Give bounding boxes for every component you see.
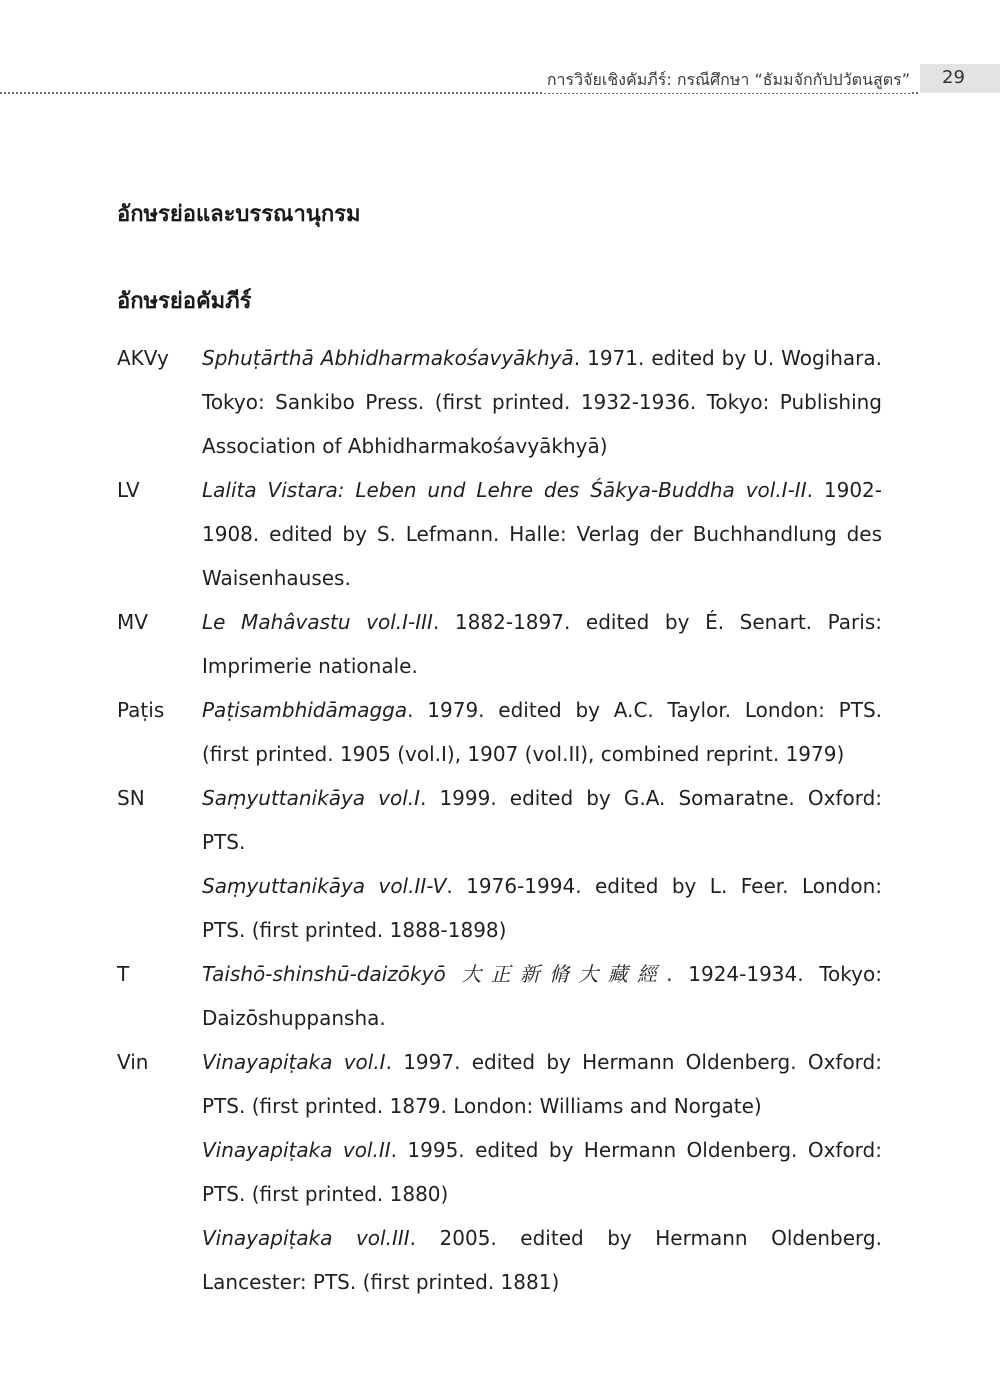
reference [202, 468, 882, 600]
reference-title: Taishō-shinshū-daizōkyō 大正新脩大藏經 [202, 962, 667, 986]
abbreviation: LV [117, 478, 140, 502]
reference [202, 336, 882, 468]
abbreviation: MV [117, 610, 148, 634]
reference-description [202, 336, 882, 468]
page-number: 29 [942, 67, 965, 88]
reference-title: Vinayapiṭaka vol.III [202, 1226, 410, 1250]
running-header [0, 64, 918, 94]
reference-title: Saṃyuttanikāya vol.II-V [202, 874, 447, 898]
reference-details: . 1924-1934. Tokyo: Daizōshuppansha. [202, 962, 882, 1030]
reference [202, 1216, 882, 1304]
reference-details: . 1979. edited by A.C. Taylor. London: PTS. (first printed. 1905 (vol.I), 1907 (vol.II), combined reprint. 1979) [202, 698, 882, 766]
abbreviation-entry-t [117, 952, 887, 1040]
reference-title: Vinayapiṭaka vol.I [202, 1050, 386, 1074]
reference-title: Lalita Vistara: Leben und Lehre des Śākya-Buddha vol.I-II [202, 478, 807, 502]
abbreviation: T [117, 962, 130, 986]
reference-details: . 1902-1908. edited by S. Lefmann. Halle: Verlag der Buchhandlung des Waisenhauses. [202, 478, 882, 590]
reference-details: . 1971. edited by U. Wogihara. Tokyo: Sankibo Press. (first printed. 1932-1936. Tokyo: Publishing Association of Abhidharmakośavyākhyā) [202, 346, 883, 458]
abbreviation: Vin [117, 1050, 149, 1074]
reference [202, 600, 882, 688]
section-heading: อักษรย่อและบรรณานุกรม [117, 202, 361, 227]
reference-description [202, 688, 882, 776]
reference-title: Vinayapiṭaka vol.II [202, 1138, 391, 1162]
reference [202, 688, 882, 776]
abbreviation-entry-lv [117, 468, 887, 600]
reference-title: Le Mahâvastu vol.I-III [202, 610, 433, 634]
abbreviation-list [117, 336, 887, 1304]
running-title: การวิจัยเชิงคัมภีร์: กรณีศึกษา “ธัมมจักกัปปวัตนสูตร” [543, 68, 910, 93]
reference [202, 1040, 882, 1128]
reference-title: Paṭisambhidāmagga [202, 698, 408, 722]
reference-details: . 1976-1994. edited by L. Feer. London: PTS. (first printed. 1888-1898) [202, 874, 882, 942]
reference-details: . 1995. edited by Hermann Oldenberg. Oxford: PTS. (first printed. 1880) [202, 1138, 882, 1206]
abbreviation: SN [117, 786, 145, 810]
reference [202, 1128, 882, 1216]
abbreviation-entry-mv [117, 600, 887, 688]
reference-title: Sphuṭārthā Abhidharmakośavyākhyā [202, 346, 574, 370]
abbreviation-entry-vin [117, 1040, 887, 1304]
subsection-heading: อักษรย่อคัมภีร์ [117, 289, 252, 314]
reference-description [202, 600, 882, 688]
abbreviation: AKVy [117, 346, 169, 370]
reference-title: Saṃyuttanikāya vol.I [202, 786, 421, 810]
reference-details: . 1997. edited by Hermann Oldenberg. Oxford: PTS. (first printed. 1879. London: Williams and Norgate) [202, 1050, 882, 1118]
reference-description [202, 952, 882, 1040]
page-number-box [920, 64, 1000, 93]
abbreviation-entry-akvy [117, 336, 887, 468]
reference-description [202, 776, 882, 952]
reference [202, 952, 882, 1040]
reference-details: . 2005. edited by Hermann Oldenberg. Lancester: PTS. (first printed. 1881) [202, 1226, 882, 1294]
reference-description [202, 468, 882, 600]
abbreviation-entry-sn [117, 776, 887, 952]
abbreviation: Paṭis [117, 698, 165, 722]
reference-details: . 1999. edited by G.A. Somaratne. Oxford: PTS. [202, 786, 883, 854]
reference-description [202, 1040, 882, 1304]
reference-details: . 1882-1897. edited by É. Senart. Paris: Imprimerie nationale. [202, 610, 882, 678]
reference [202, 776, 882, 864]
reference [202, 864, 882, 952]
abbreviation-entry-patis [117, 688, 887, 776]
